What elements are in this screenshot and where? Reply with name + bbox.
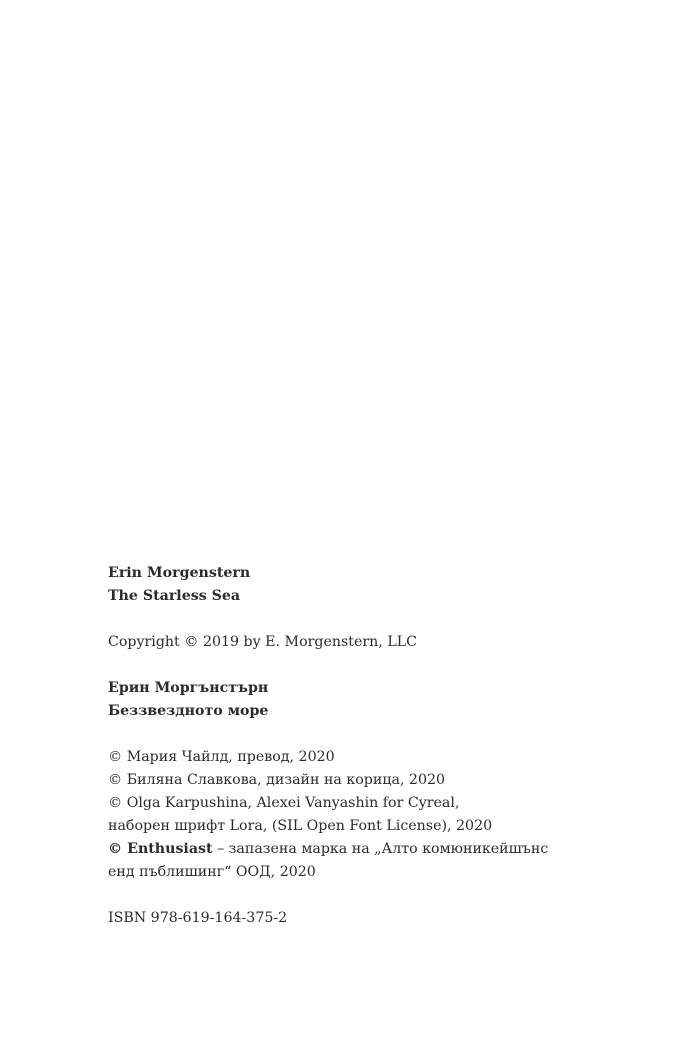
- colophon: [108, 562, 668, 930]
- original-title: The Starless Sea: [108, 588, 241, 604]
- font-credit-line-2: наборен шрифт Lora, (SIL Open Font License), 2020: [108, 818, 493, 834]
- trademark-line-1: [108, 838, 668, 861]
- spacer: [108, 654, 668, 677]
- copyright-line: Copyright © 2019 by E. Morgenstern, LLC: [108, 634, 418, 650]
- trademark-text: – запазена марка на „Алто комюникейшънс: [212, 841, 549, 857]
- translator-credit: © Мария Чайлд, превод, 2020: [108, 749, 335, 765]
- original-author: Erin Morgenstern: [108, 565, 251, 581]
- trademark-line-2: енд пъблишинг“ ООД, 2020: [108, 864, 316, 880]
- cover-design-credit: © Биляна Славкова, дизайн на корица, 2020: [108, 772, 446, 788]
- isbn: ISBN 978-619-164-375-2: [108, 910, 288, 926]
- trademark-name: © Enthusiast: [108, 841, 213, 857]
- spacer: [108, 884, 668, 907]
- font-credit-line-1: © Olga Karpushina, Alexei Vanyashin for Cyreal,: [108, 795, 460, 811]
- spacer: [108, 608, 668, 631]
- spacer: [108, 723, 668, 746]
- translated-author: Ерин Моргънстърн: [108, 680, 269, 696]
- translated-title: Беззвездното море: [108, 703, 269, 719]
